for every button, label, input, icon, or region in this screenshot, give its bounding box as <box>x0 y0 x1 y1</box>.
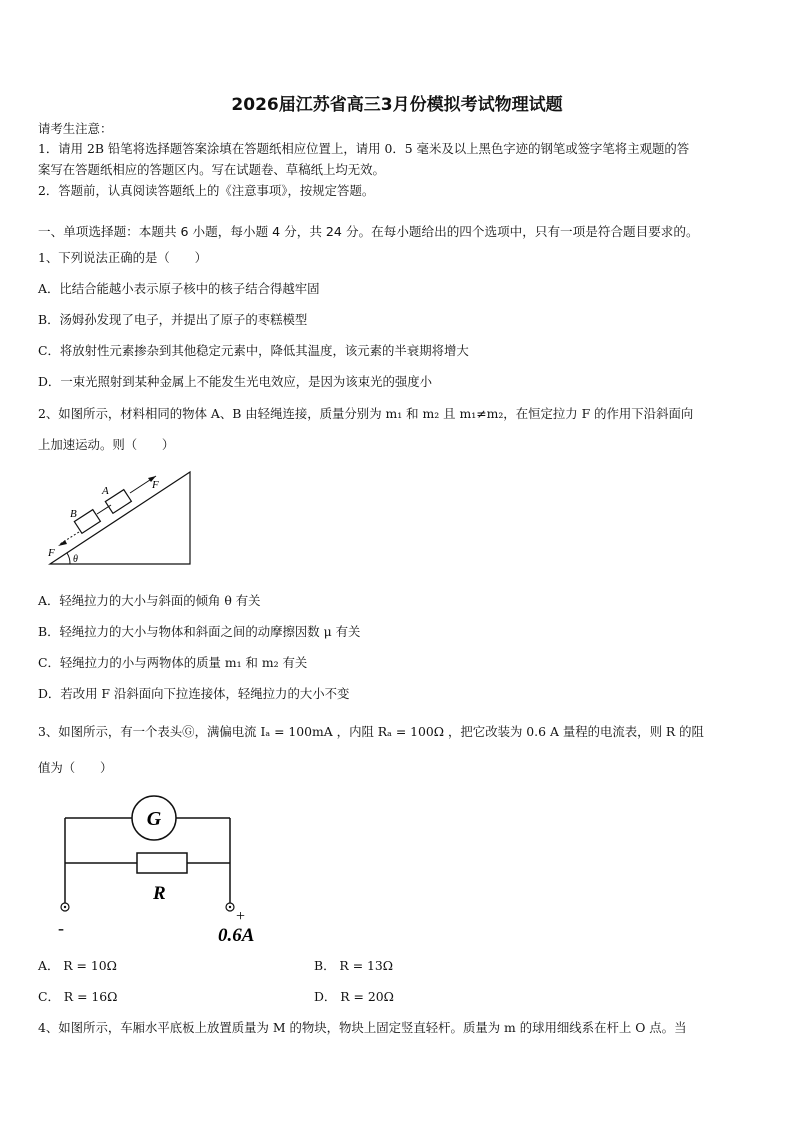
q2-stem-line-2: 上加速运动。则（ ） <box>38 437 175 452</box>
resistor-label: R <box>153 883 166 904</box>
label-f-bottom: F <box>48 547 55 559</box>
terminal-positive-dot <box>229 906 231 908</box>
q3-stem-line-2: 值为（ ） <box>38 760 113 775</box>
q3-option-d: D． R = 20Ω <box>314 989 394 1004</box>
notice-line-2: 2．答题前，认真阅读答题纸上的《注意事项》，按规定答题。 <box>38 183 375 198</box>
q2-option-a: A．轻绳拉力的大小与斜面的倾角 θ 有关 <box>38 593 261 608</box>
angle-arc <box>67 553 70 564</box>
q1-option-c: C．将放射性元素掺杂到其他稳定元素中，降低其温度，该元素的半衰期将增大 <box>38 343 469 358</box>
resistor-box <box>137 853 187 873</box>
label-a: A <box>102 485 109 497</box>
q1-option-d: D．一束光照射到某种金属上不能发生光电效应，是因为该束光的强度小 <box>38 374 433 389</box>
notice-line-1b: 案写在答题纸相应的答题区内。写在试题卷、草稿纸上均无效。 <box>38 162 385 177</box>
section-heading: 一、单项选择题：本题共 6 小题，每小题 4 分，共 24 分。在每小题给出的四个选项中，只有一项是符合题目要求的。 <box>38 224 699 239</box>
circuit-figure <box>50 795 280 950</box>
incline-figure <box>40 466 200 570</box>
block-b <box>74 510 100 534</box>
q4-stem-line-1: 4、如图所示，车厢水平底板上放置质量为 M 的物块，物块上固定竖直轻杆。质量为 m 的球用细线系在杆上 O 点。当 <box>38 1020 687 1035</box>
q3-option-c: C． R = 16Ω <box>38 989 118 1004</box>
label-b: B <box>70 508 77 520</box>
notice-line-1a: 1．请用 2B 铅笔将选择题答案涂填在答题纸相应位置上，请用 0．5 毫米及以上黑色字迹的钢笔或签字笔将主观题的答 <box>38 141 690 156</box>
q2-option-c: C．轻绳拉力的小与两物体的质量 m₁ 和 m₂ 有关 <box>38 655 308 670</box>
block-a <box>105 490 131 514</box>
q3-stem-line-1: 3、如图所示，有一个表头Ⓖ，满偏电流 Iₐ = 100mA ，内阻 Rₐ = 100Ω ，把它改装为 0.6 A 量程的电流表，则 R 的阻 <box>38 724 704 739</box>
q1-option-a: A．比结合能越小表示原子核中的核子结合得越牢固 <box>38 281 320 296</box>
terminal-negative-dot <box>64 906 66 908</box>
label-f-top: F <box>152 479 159 491</box>
q3-option-b: B． R = 13Ω <box>314 958 394 973</box>
label-theta: θ <box>73 554 78 565</box>
q2-stem-line-1: 2、如图所示，材料相同的物体 A、B 由轻绳连接，质量分别为 m₁ 和 m₂ 且 m₁≠m₂，在恒定拉力 F 的作用下沿斜面向 <box>38 406 694 421</box>
q1-option-b: B．汤姆孙发现了电子，并提出了原子的枣糕模型 <box>38 312 308 327</box>
rope-line <box>97 505 111 514</box>
page-title: 2026届江苏省高三3月份模拟考试物理试题 <box>231 95 563 115</box>
galvanometer-label: G <box>146 808 162 830</box>
q2-option-b: B．轻绳拉力的大小与物体和斜面之间的动摩擦因数 μ 有关 <box>38 624 361 639</box>
label-plus: + <box>236 908 246 925</box>
q2-option-d: D．若改用 F 沿斜面向下拉连接体，轻绳拉力的大小不变 <box>38 686 350 701</box>
q3-option-a: A． R = 10Ω <box>38 958 117 973</box>
label-range: 0.6A <box>218 925 255 946</box>
label-minus: - <box>58 918 64 938</box>
notice-heading: 请考生注意： <box>38 121 113 136</box>
q1-stem: 1、下列说法正确的是（ ） <box>38 250 207 265</box>
